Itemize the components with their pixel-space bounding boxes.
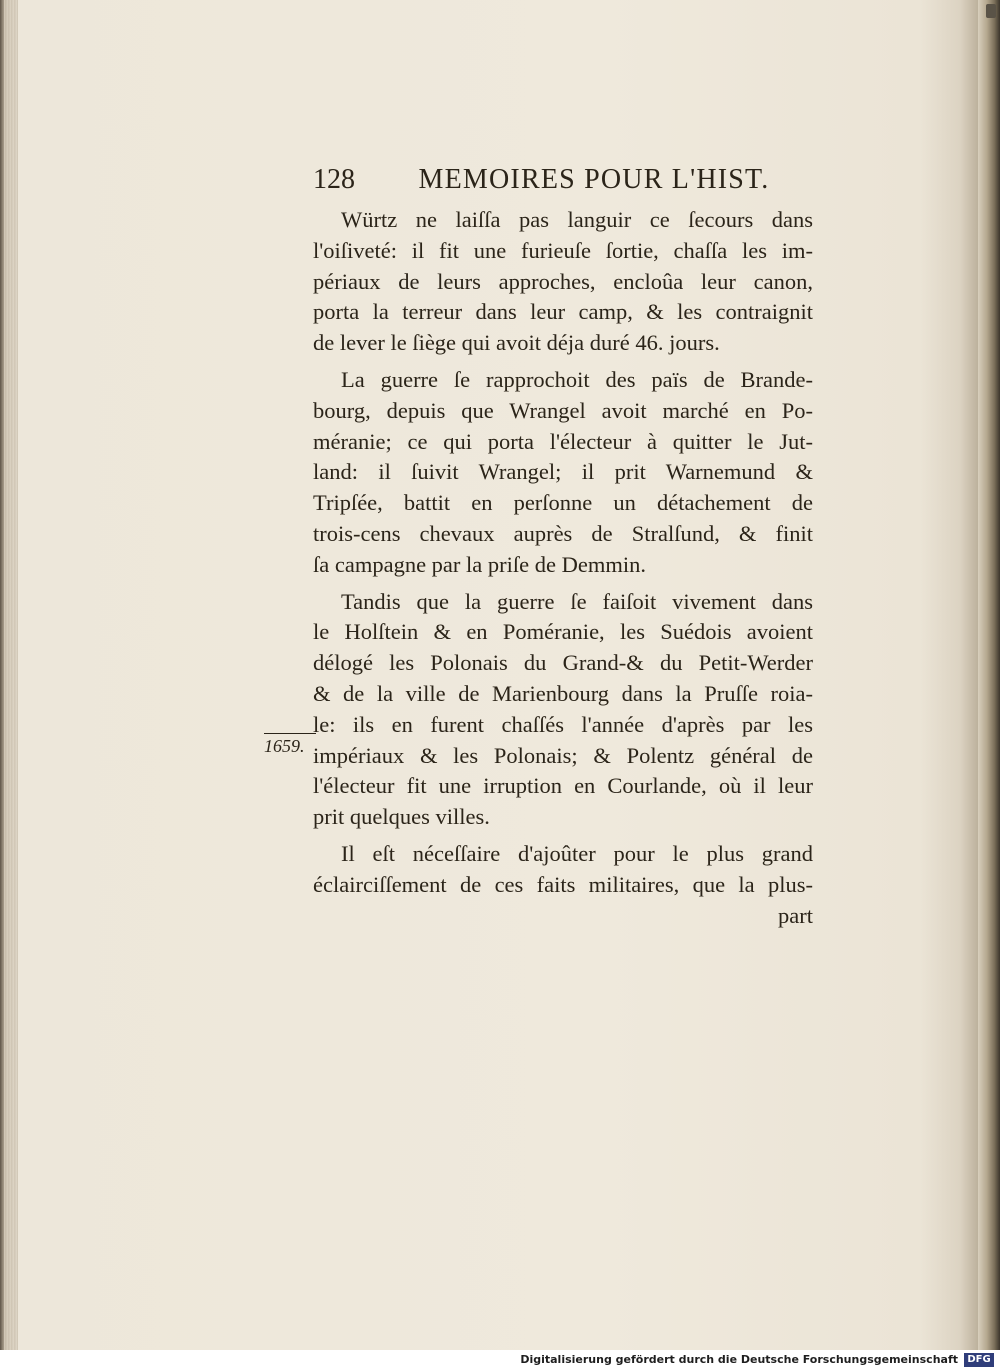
dfg-logo: DFG — [964, 1353, 994, 1367]
page-number: 128 — [313, 164, 355, 195]
text-line: prit quelques villes. — [313, 804, 490, 830]
text-line: périaux de leurs approches, encloûa leur canon, — [313, 268, 813, 294]
text-line: bourg, depuis que Wrangel avoit marché en Po- — [313, 397, 813, 423]
text-line: porta la terreur dans leur camp, & les contraignit — [313, 299, 813, 325]
catchword: part — [778, 902, 813, 928]
page-edges — [4, 0, 18, 1350]
text-line: Il eſt néceſſaire d'ajoûter pour le plus grand — [341, 840, 813, 866]
text-line: & de la ville de Marienbourg dans la Pruſſe roia- — [313, 680, 813, 706]
paragraph-1 — [313, 205, 813, 359]
footer-credit: Digitalisierung gefördert durch die Deutsche Forschungsgemeinschaft — [520, 1353, 958, 1366]
text-line: de lever le ſiège qui avoit déja duré 46. jours. — [313, 330, 720, 356]
text-line: l'électeur fit une irruption en Courlande, où il leur — [313, 773, 813, 799]
text-line: le: ils en furent chaſſés l'année d'après par les — [313, 711, 813, 737]
text-line: impériaux & les Polonais; & Polentz général de — [313, 742, 813, 768]
text-line: trois-cens chevaux auprès de Stralſund, & finit — [313, 520, 813, 546]
running-title: MEMOIRES POUR L'HIST. — [418, 164, 770, 195]
text-line: land: il ſuivit Wrangel; il prit Warnemund & — [313, 459, 813, 485]
text-line: ſa campagne par la priſe de Demmin. — [313, 551, 646, 577]
text-line: éclairciſſement de ces faits militaires, que la plus- — [313, 871, 813, 897]
text-line: Tandis que la guerre ſe faiſoit vivement dans — [341, 588, 813, 614]
corner-mark — [986, 4, 996, 18]
text-line: Tripſée, battit en perſonne un détachement de — [313, 490, 813, 516]
text-line: Würtz ne laiſſa pas languir ce ſecours dans — [341, 207, 813, 232]
text-line: méranie; ce qui porta l'électeur à quitter le Jut- — [313, 428, 813, 454]
text-line: La guerre ſe rapprochoit des païs de Brande- — [341, 366, 813, 392]
text-line: le Holſtein & en Poméranie, les Suédois avoient — [313, 619, 813, 645]
paragraph-3 — [313, 587, 813, 833]
binding-shadow — [978, 0, 1000, 1350]
running-head — [313, 165, 813, 199]
text-line: l'oiſiveté: il fit une furieuſe ſortie, chaſſa les im- — [313, 237, 813, 263]
text-line: délogé les Polonais du Grand-& du Petit-Werder — [313, 650, 813, 676]
text-block — [313, 165, 813, 931]
paragraph-4 — [313, 839, 813, 931]
paragraph-2 — [313, 365, 813, 581]
margin-note-year: 1659. — [264, 733, 316, 757]
